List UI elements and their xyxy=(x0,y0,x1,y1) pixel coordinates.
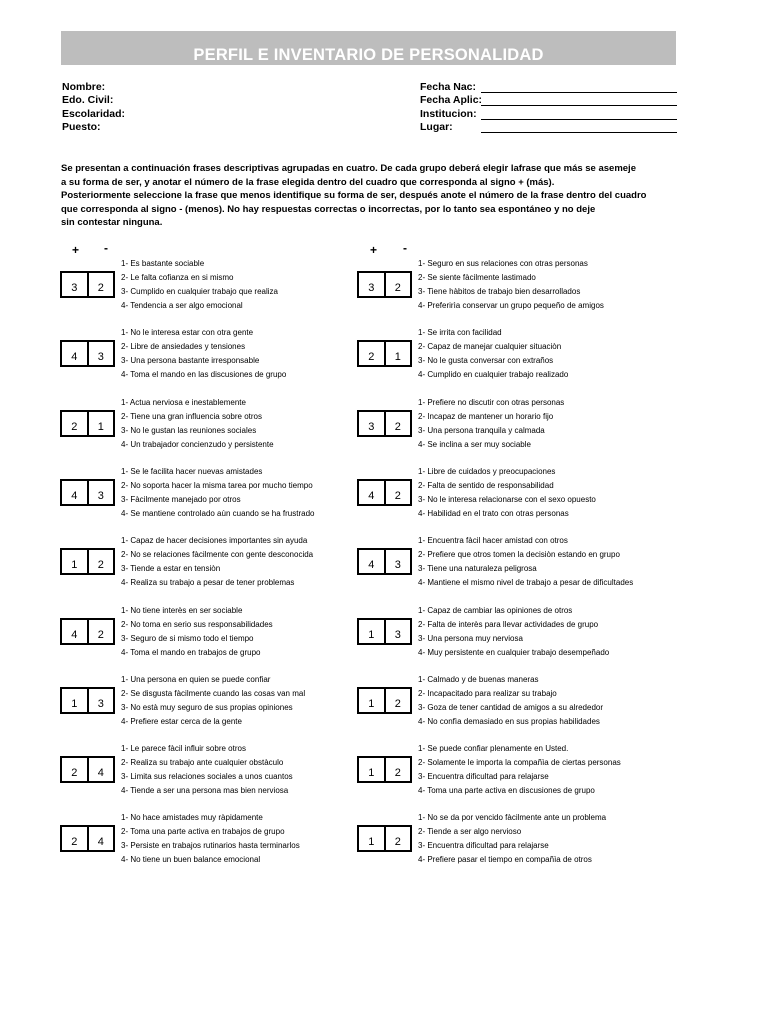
phrase-list xyxy=(121,811,300,867)
phrase-list xyxy=(121,534,313,590)
plus-answer-cell[interactable]: 2 xyxy=(368,351,375,363)
phrase-item: 1- Una persona en quien se puede confiar xyxy=(121,675,271,684)
minus-answer-cell[interactable]: 3 xyxy=(87,481,114,504)
plus-answer-cell[interactable]: 3 xyxy=(71,282,78,294)
phrase-item: 2- Le falta cofianza en si mismo xyxy=(121,273,234,282)
answer-box xyxy=(60,548,115,575)
instructions xyxy=(61,162,681,230)
phrase-list xyxy=(418,673,603,729)
plus-answer-cell[interactable]: 1 xyxy=(368,629,375,641)
minus-answer-cell[interactable]: 2 xyxy=(384,758,411,781)
phrase-list xyxy=(418,742,621,798)
phrase-item: 4- No tiene un buen balance emocional xyxy=(121,855,261,864)
question-group-left-6 xyxy=(60,604,360,666)
minus-answer-cell[interactable]: 2 xyxy=(384,273,411,296)
phrase-list xyxy=(418,257,604,313)
phrase-item: 4- Un trabajador concienzudo y persistente xyxy=(121,440,274,449)
phrase-item: 4- Se inclina a ser muy sociable xyxy=(418,440,531,449)
phrase-item: 2- Toma una parte activa en trabajos de grupo xyxy=(121,827,285,836)
question-group-right-6 xyxy=(357,604,657,666)
phrase-item: 2- Capaz de manejar cualquier situaciòn xyxy=(418,342,562,351)
field-label-nombre: Nombre: xyxy=(62,81,106,93)
plus-answer-cell[interactable]: 1 xyxy=(368,698,375,710)
phrase-item: 3- Persiste en trabajos rutinarios hasta terminarlos xyxy=(121,841,300,850)
answer-box xyxy=(60,825,115,852)
question-group-right-2 xyxy=(357,326,657,388)
field-label-edo-civil: Edo. Civil: xyxy=(62,94,114,106)
phrase-item: 3- Tiende a estar en tensiòn xyxy=(121,564,221,573)
field-label-fecha-aplic: Fecha Aplic: xyxy=(420,94,483,106)
phrase-item: 3- Cumplido en cualquier trabajo que realiza xyxy=(121,287,278,296)
phrase-item: 1- Calmado y de buenas maneras xyxy=(418,675,539,684)
answer-box xyxy=(60,618,115,645)
minus-sign-left: - xyxy=(104,241,108,255)
minus-sign-right: - xyxy=(403,241,407,255)
phrase-item: 3- Seguro de si mismo todo el tiempo xyxy=(121,634,254,643)
phrase-item: 1- Le parece fàcil influir sobre otros xyxy=(121,744,246,753)
phrase-item: 1- Seguro en sus relaciones con otras personas xyxy=(418,259,588,268)
phrase-item: 2- Incapaz de mantener un horario fijo xyxy=(418,412,554,421)
phrase-list xyxy=(418,811,606,867)
phrase-item: 4- Se mantiene controlado aùn cuando se ha frustrado xyxy=(121,509,315,518)
question-group-right-1 xyxy=(357,257,657,319)
phrase-item: 4- Prefiere estar cerca de la gente xyxy=(121,717,242,726)
phrase-item: 4- Preferirìa conservar un grupo pequeño de amigos xyxy=(418,301,604,310)
answer-box xyxy=(60,340,115,367)
phrase-item: 3- No està muy seguro de sus propias opiniones xyxy=(121,703,293,712)
phrase-item: 4- Cumplido en cualquier trabajo realizado xyxy=(418,370,569,379)
phrase-item: 4- Muy persistente en cualquier trabajo desempeñado xyxy=(418,648,610,657)
instruction-line: a su forma de ser, y anotar el número de la frase elegida dentro del cuadro que corresponda al signo + (más). xyxy=(61,176,555,188)
minus-answer-cell[interactable]: 1 xyxy=(384,342,411,365)
plus-answer-cell[interactable]: 3 xyxy=(368,282,375,294)
phrase-item: 1- Se irrita con facilidad xyxy=(418,328,502,337)
question-group-left-1 xyxy=(60,257,360,319)
phrase-item: 1- Encuentra fàcil hacer amistad con otros xyxy=(418,536,568,545)
phrase-list xyxy=(418,465,596,521)
answer-box xyxy=(357,825,412,852)
phrase-list xyxy=(121,326,286,382)
instruction-line: que corresponda al signo - (menos). No hay respuestas correctas o incorrectas, por lo tanto sea espontáneo y no deje xyxy=(61,203,596,215)
answer-box xyxy=(60,479,115,506)
minus-answer-cell[interactable]: 2 xyxy=(87,550,114,573)
phrase-item: 4- Prefiere pasar el tiempo en compañìa de otros xyxy=(418,855,592,864)
phrase-item: 3- Fàcilmente manejado por otros xyxy=(121,495,241,504)
phrase-item: 1- Capaz de cambiar las opiniones de otros xyxy=(418,606,573,615)
question-group-left-5 xyxy=(60,534,360,596)
question-group-right-7 xyxy=(357,673,657,735)
plus-answer-cell[interactable]: 4 xyxy=(71,351,78,363)
field-label-puesto: Puesto: xyxy=(62,121,101,133)
phrase-list xyxy=(121,604,273,660)
phrase-item: 3- Una persona muy nerviosa xyxy=(418,634,523,643)
page-title: PERFIL E INVENTARIO DE PERSONALIDAD xyxy=(193,46,544,64)
answer-box xyxy=(60,271,115,298)
field-label-escolaridad: Escolaridad: xyxy=(62,108,126,120)
plus-answer-cell[interactable]: 1 xyxy=(368,767,375,779)
instruction-line: Posteriormente seleccione la frase que menos identifique su forma de ser, después anote el número de la frase dentro del cuadro xyxy=(61,190,647,201)
phrase-item: 1- Actua nerviosa e inestablemente xyxy=(121,398,246,407)
phrase-list xyxy=(121,465,314,521)
phrase-list xyxy=(418,396,564,452)
phrase-list xyxy=(121,742,293,798)
answer-box xyxy=(357,618,412,645)
question-group-left-7 xyxy=(60,673,360,735)
answer-box xyxy=(357,687,412,714)
question-group-left-3 xyxy=(60,396,360,458)
phrase-item: 3- Tiene hàbitos de trabajo bien desarrollados xyxy=(418,287,581,296)
answer-box xyxy=(357,271,412,298)
phrase-item: 3- Encuentra dificultad para relajarse xyxy=(418,841,549,850)
field-label-fecha-nac: Fecha Nac: xyxy=(420,81,477,93)
question-group-left-4 xyxy=(60,465,360,527)
phrase-item: 4- Toma el mando en las discusiones de grupo xyxy=(121,370,287,379)
plus-answer-cell[interactable]: 1 xyxy=(71,559,78,571)
phrase-item: 4- Toma el mando en trabajos de grupo xyxy=(121,648,261,657)
question-group-right-4 xyxy=(357,465,657,527)
phrase-item: 2- Se siente fàcilmente lastimado xyxy=(418,273,536,282)
plus-answer-cell[interactable]: 3 xyxy=(368,421,375,433)
plus-answer-cell[interactable]: 4 xyxy=(368,559,375,571)
phrase-list xyxy=(121,673,305,729)
plus-answer-cell[interactable]: 4 xyxy=(71,490,78,502)
answer-box xyxy=(60,687,115,714)
phrase-item: 2- No se relaciones fàcilmente con gente desconocida xyxy=(121,550,314,559)
lugar-field[interactable] xyxy=(481,132,677,133)
question-group-left-9 xyxy=(60,811,360,873)
answer-box xyxy=(357,548,412,575)
phrase-item: 4- Realiza su trabajo a pesar de tener problemas xyxy=(121,578,295,587)
phrase-item: 3- Tiene una naturaleza peligrosa xyxy=(418,564,537,573)
phrase-list xyxy=(121,396,274,452)
phrase-list xyxy=(418,604,609,660)
field-label-institucion: Institucion: xyxy=(420,108,477,120)
phrase-item: 2- Falta de interès para llevar actividades de grupo xyxy=(418,620,599,629)
phrase-item: 2- Se disgusta fàcilmente cuando las cosas van mal xyxy=(121,689,306,698)
phrase-item: 3- No le gusta conversar con extraños xyxy=(418,356,554,365)
plus-answer-cell[interactable]: 1 xyxy=(71,698,78,710)
phrase-item: 2- Tiende a ser algo nervioso xyxy=(418,827,522,836)
question-group-left-8 xyxy=(60,742,360,804)
minus-answer-cell[interactable]: 2 xyxy=(87,273,114,296)
answer-box xyxy=(357,479,412,506)
phrase-item: 1- Se le facilita hacer nuevas amistades xyxy=(121,467,263,476)
phrase-item: 3- Una persona bastante irresponsable xyxy=(121,356,260,365)
phrase-item: 1- No tiene interès en ser sociable xyxy=(121,606,243,615)
phrase-item: 1- Capaz de hacer decisiones importantes sin ayuda xyxy=(121,536,308,545)
instruction-line: Se presentan a continuación frases descriptivas agrupadas en cuatro. De cada grupo deberá elegir lafrase que más se asemeje xyxy=(61,163,636,174)
phrase-item: 3- No le interesa relacionarse con el sexo opuesto xyxy=(418,495,596,504)
field-label-lugar: Lugar: xyxy=(420,121,453,133)
phrase-item: 1- No se da por vencido fàcilmente ante un problema xyxy=(418,813,607,822)
minus-answer-cell[interactable]: 1 xyxy=(87,412,114,435)
question-group-left-2 xyxy=(60,326,360,388)
phrase-item: 4- Mantiene el mismo nivel de trabajo a pesar de dificultades xyxy=(418,578,634,587)
minus-answer-cell[interactable]: 2 xyxy=(384,481,411,504)
phrase-item: 4- Toma una parte activa en discusiones de grupo xyxy=(418,786,595,795)
minus-answer-cell[interactable]: 2 xyxy=(384,412,411,435)
phrase-list xyxy=(418,326,568,382)
answer-box xyxy=(357,340,412,367)
phrase-item: 2- Libre de ansiedades y tensiones xyxy=(121,342,246,351)
plus-answer-cell[interactable]: 2 xyxy=(71,836,78,848)
phrase-item: 3- Limita sus relaciones sociales a unos cuantos xyxy=(121,772,293,781)
phrase-item: 4- Tendencia a ser algo emocional xyxy=(121,301,243,310)
phrase-item: 3- Goza de tener cantidad de amigos a su alrededor xyxy=(418,703,604,712)
answer-box xyxy=(357,410,412,437)
phrase-item: 2- No soporta hacer la misma tarea por mucho tiempo xyxy=(121,481,313,490)
plus-answer-cell[interactable]: 2 xyxy=(71,421,78,433)
question-group-right-9 xyxy=(357,811,657,873)
minus-answer-cell[interactable]: 4 xyxy=(87,758,114,781)
phrase-item: 2- Realiza su trabajo ante cualquier obstàculo xyxy=(121,758,284,767)
answer-box xyxy=(60,410,115,437)
phrase-item: 2- Tiene una gran influencia sobre otros xyxy=(121,412,262,421)
minus-answer-cell[interactable]: 2 xyxy=(384,689,411,712)
plus-answer-cell[interactable]: 4 xyxy=(71,629,78,641)
question-group-right-8 xyxy=(357,742,657,804)
phrase-item: 1- Prefiere no discutir con otras personas xyxy=(418,398,565,407)
phrase-item: 2- Prefiere que otros tomen la decisiòn estando en grupo xyxy=(418,550,620,559)
title-bar xyxy=(61,31,676,65)
question-group-right-3 xyxy=(357,396,657,458)
phrase-item: 4- Habilidad en el trato con otras personas xyxy=(418,509,569,518)
plus-answer-cell[interactable]: 4 xyxy=(368,490,375,502)
phrase-item: 1- Es bastante sociable xyxy=(121,259,205,268)
minus-answer-cell[interactable]: 2 xyxy=(384,827,411,850)
question-group-right-5 xyxy=(357,534,657,596)
phrase-item: 3- Encuentra dificultad para relajarse xyxy=(418,772,549,781)
answer-box xyxy=(60,756,115,783)
phrase-item: 2- Incapacitado para realizar su trabajo xyxy=(418,689,557,698)
phrase-list xyxy=(121,257,278,313)
minus-answer-cell[interactable]: 3 xyxy=(87,342,114,365)
phrase-list xyxy=(418,534,633,590)
phrase-item: 4- No confìa demasiado en sus propias habilidades xyxy=(418,717,600,726)
instruction-line: sin contestar ninguna. xyxy=(61,217,163,228)
answer-box xyxy=(357,756,412,783)
phrase-item: 3- No le gustan las reuniones sociales xyxy=(121,426,257,435)
minus-answer-cell[interactable]: 2 xyxy=(87,620,114,643)
institucion-field[interactable] xyxy=(481,119,677,120)
phrase-item: 1- Libre de cuidados y preocupaciones xyxy=(418,467,556,476)
phrase-item: 2- Falta de sentido de responsabilidad xyxy=(418,481,554,490)
plus-answer-cell[interactable]: 2 xyxy=(71,767,78,779)
plus-sign-right: + xyxy=(370,243,378,257)
phrase-item: 3- Una persona tranquila y calmada xyxy=(418,426,545,435)
phrase-item: 4- Tiende a ser una persona mas bien nerviosa xyxy=(121,786,289,795)
phrase-item: 2- No toma en serio sus responsabilidades xyxy=(121,620,273,629)
minus-answer-cell[interactable]: 3 xyxy=(87,689,114,712)
fecha-nac-field[interactable] xyxy=(481,92,677,93)
minus-answer-cell[interactable]: 4 xyxy=(87,827,114,850)
fecha-aplic-field[interactable] xyxy=(481,105,677,106)
minus-answer-cell[interactable]: 3 xyxy=(384,620,411,643)
phrase-item: 1- No le interesa estar con otra gente xyxy=(121,328,254,337)
plus-answer-cell[interactable]: 1 xyxy=(368,836,375,848)
plus-sign-left: + xyxy=(72,243,80,257)
minus-answer-cell[interactable]: 3 xyxy=(384,550,411,573)
phrase-item: 2- Solamente le importa la compañìa de ciertas personas xyxy=(418,758,621,767)
phrase-item: 1- No hace amistades muy ràpidamente xyxy=(121,813,263,822)
phrase-item: 1- Se puede confiar plenamente en Usted. xyxy=(418,744,569,753)
